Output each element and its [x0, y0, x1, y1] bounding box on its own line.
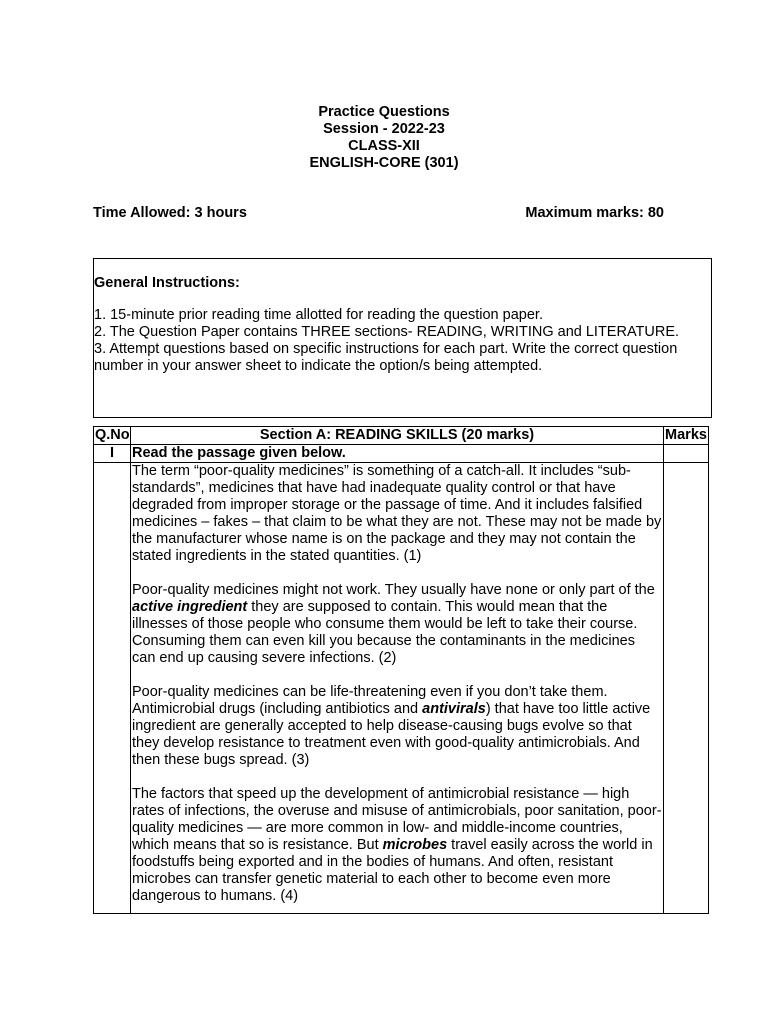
- passage-paragraph-1: The term “poor-quality medicines” is something of a catch-all. It includes “sub-standards”, medicines that have had inadequate quality control or that have degraded from improper storage or the passage of time. And it includes falsified medicines – fakes – that claim to be what they are not. These may not be made by the manufacturer whose name is on the package and they may not contain the stated ingredients in the stated quantities. (1): [132, 463, 662, 564]
- heading-line-2: Session - 2022-23: [323, 121, 445, 137]
- instructions-list: [94, 307, 694, 375]
- maximum-marks: Maximum marks: 80: [525, 205, 664, 221]
- passage-text: they are supposed to contain. This would mean that the illnesses of those people who consume them would be left to take their course. Consuming them can even kill you because the contaminants in the medicines can end up causing severe infections. (2): [132, 599, 638, 666]
- heading-line-3: CLASS-XII: [348, 138, 420, 154]
- passage-text: Poor-quality medicines might not work. They usually have none or only part of the: [132, 582, 655, 598]
- col-header-qno: Q.No: [95, 427, 130, 443]
- document-heading: [0, 104, 768, 172]
- instruction-item: 1. 15-minute prior reading time allotted for reading the question paper.: [94, 307, 543, 323]
- instruction-item: 3. Attempt questions based on specific instructions for each part. Write the correct question number in your answer sheet to indicate the option/s being attempted.: [94, 341, 678, 374]
- passage-paragraph-3: [132, 684, 662, 769]
- table-header-row: [94, 427, 709, 445]
- qno-cell: [94, 463, 131, 914]
- reading-passage: [131, 463, 664, 914]
- section-a-table: [93, 426, 709, 920]
- passage-text: Poor-quality medicines can be life-threatening even if you don’t take them. Antimicrobial drugs (including antibiotics and: [132, 684, 608, 717]
- passage-paragraph-2: [132, 582, 662, 667]
- question-number: I: [94, 445, 131, 463]
- table-row: [94, 445, 709, 463]
- heading-line-4: ENGLISH-CORE (301): [309, 155, 459, 171]
- marks-cell: [664, 445, 709, 463]
- heading-line-1: Practice Questions: [318, 104, 450, 120]
- marks-cell: [664, 463, 709, 914]
- col-header-section: Section A: READING SKILLS (20 marks): [131, 427, 664, 445]
- keyword-antivirals: antivirals: [422, 701, 486, 717]
- keyword-active-ingredient: active ingredient: [132, 599, 248, 615]
- passage-text: travel easily across the world in foodstuffs being exported and in the bodies of humans. And often, resistant microbes can transfer genetic material to each other to become even more dangerous to humans. (4): [132, 837, 653, 904]
- time-allowed: Time Allowed: 3 hours: [93, 205, 247, 221]
- passage-paragraph-4: [132, 786, 662, 905]
- general-instructions-box: [93, 258, 712, 418]
- passage-text: ) that have too little active ingredient are generally accepted to help disease-causing bugs evolve so that they develop resistance to treatment even with good-quality antimicrobials. And then these bugs spread. (3): [132, 701, 651, 768]
- instructions-title: General Instructions:: [94, 275, 240, 291]
- instruction-item: 2. The Question Paper contains THREE sections- READING, WRITING and LITERATURE.: [94, 324, 680, 340]
- keyword-microbes: microbes: [382, 837, 448, 853]
- table-row: [94, 463, 709, 914]
- passage-text: The factors that speed up the development of antimicrobial resistance — high rates of infections, the overuse and misuse of antimicrobials, poor sanitation, poor-quality medicines — are more common in low- and middle-income countries, which means that so is resistance. But: [132, 786, 662, 853]
- question-instruction: Read the passage given below.: [131, 445, 664, 463]
- col-header-marks: Marks: [665, 427, 707, 443]
